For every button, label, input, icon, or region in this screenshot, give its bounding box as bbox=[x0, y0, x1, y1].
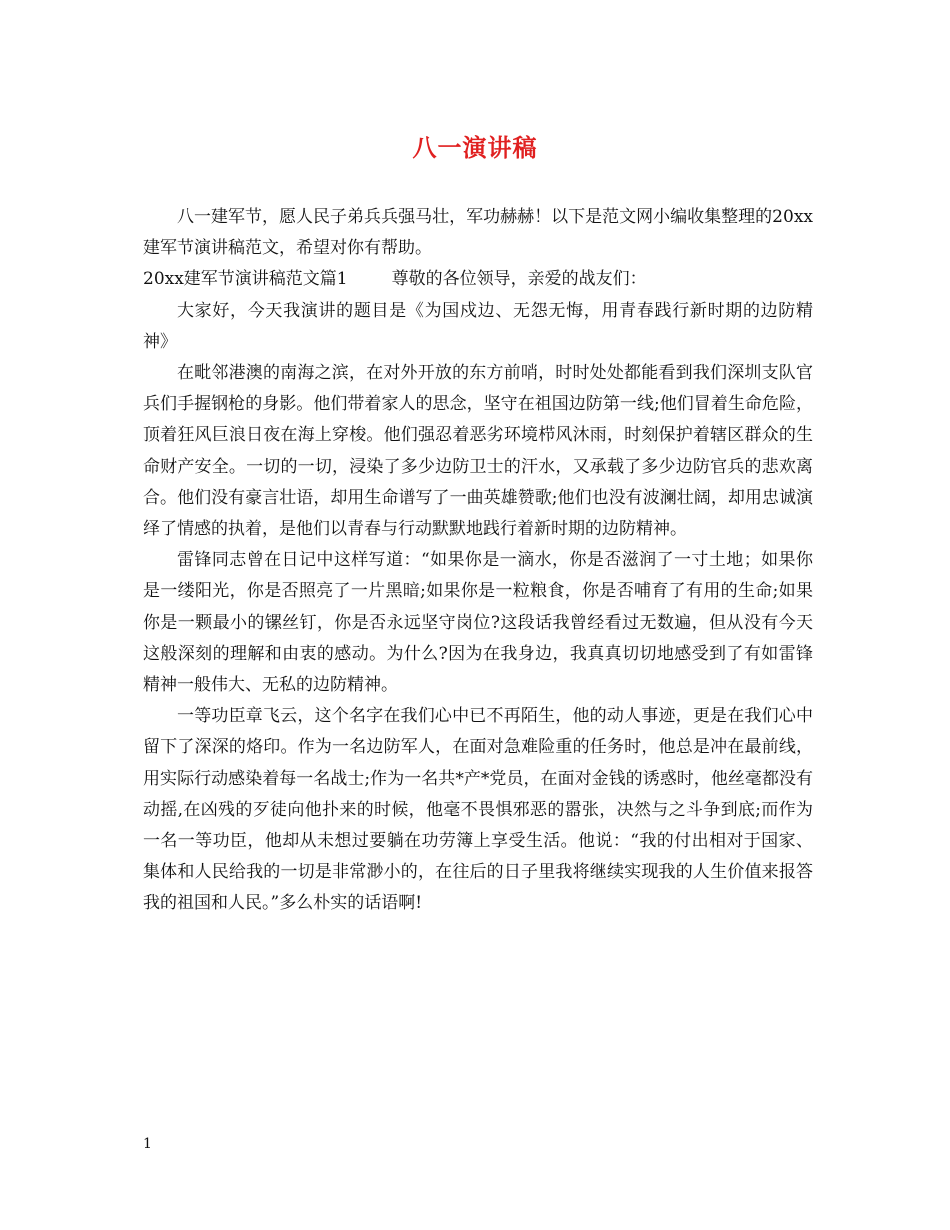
page-number: 1 bbox=[143, 1136, 152, 1152]
greeting-text: 尊敬的各位领导，亲爱的战友们： bbox=[391, 269, 647, 290]
section-label: 20xx建军节演讲稿范文篇1 bbox=[143, 269, 348, 290]
paragraph-lei-feng: 雷锋同志曾在日记中这样写道：“如果你是一滴水，你是否滋润了一寸土地；如果你是一缕阳光，你是否照亮了一片黑暗;如果你是一粒粮食，你是否哺育了有用的生命;如果你是一颗最小的镙丝钉，你是否永远坚守岗位?这段话我曾经看过无数遍，但从没有今天这般深刻的理解和由衷的感动。为什么?因为在我身边，我真真切切地感受到了有如雷锋精神一般伟大、无私的边防精神。 bbox=[143, 550, 813, 696]
paragraph-topic: 大家好，今天我演讲的题目是《为国戍边、无怨无悔，用青春践行新时期的边防精神》 bbox=[143, 300, 813, 352]
paragraph-border-guards: 在毗邻港澳的南海之滨，在对外开放的东方前哨，时时处处都能看到我们深圳支队官兵们手握钢枪的身影。他们带着家人的思念，坚守在祖国边防第一线;他们冒着生命危险，顶着狂风巨浪日夜在海上穿梭。他们强忍着恶劣环境栉风沐雨，时刻保护着辖区群众的生命财产安全。一切的一切，浸染了多少边防卫士的汗水，又承载了多少边防官兵的悲欢离合。他们没有豪言壮语，却用生命谱写了一曲英雄赞歌;他们也没有波澜壮阔，却用忠诚演绎了情感的执着，是他们以青春与行动默默地践行着新时期的边防精神。 bbox=[143, 363, 813, 540]
document-title: 八一演讲稿 bbox=[412, 133, 538, 162]
section-heading-line bbox=[143, 264, 813, 295]
document-body bbox=[143, 202, 813, 920]
paragraph-zhang-feiyun: 一等功臣章飞云，这个名字在我们心中已不再陌生，他的动人事迹，更是在我们心中留下了深深的烙印。作为一名边防军人，在面对急难险重的任务时，他总是冲在最前线，用实际行动感染着每一名战士;作为一名共*产*党员，在面对金钱的诱惑时，他丝毫都没有动摇,在凶残的歹徒向他扑来的时候，他毫不畏惧邪恶的嚣张，决然与之斗争到底;而作为一名一等功臣，他却从未想过要躺在功劳簿上享受生活。他说：“我的付出相对于国家、集体和人民给我的一切是非常渺小的，在往后的日子里我将继续实现我的人生价值来报答我的祖国和人民。”多么朴实的话语啊! bbox=[143, 706, 813, 914]
paragraph-intro: 八一建军节，愿人民子弟兵兵强马壮，军功赫赫！以下是范文网小编收集整理的20xx建军节演讲稿范文，希望对你有帮助。 bbox=[143, 207, 813, 259]
